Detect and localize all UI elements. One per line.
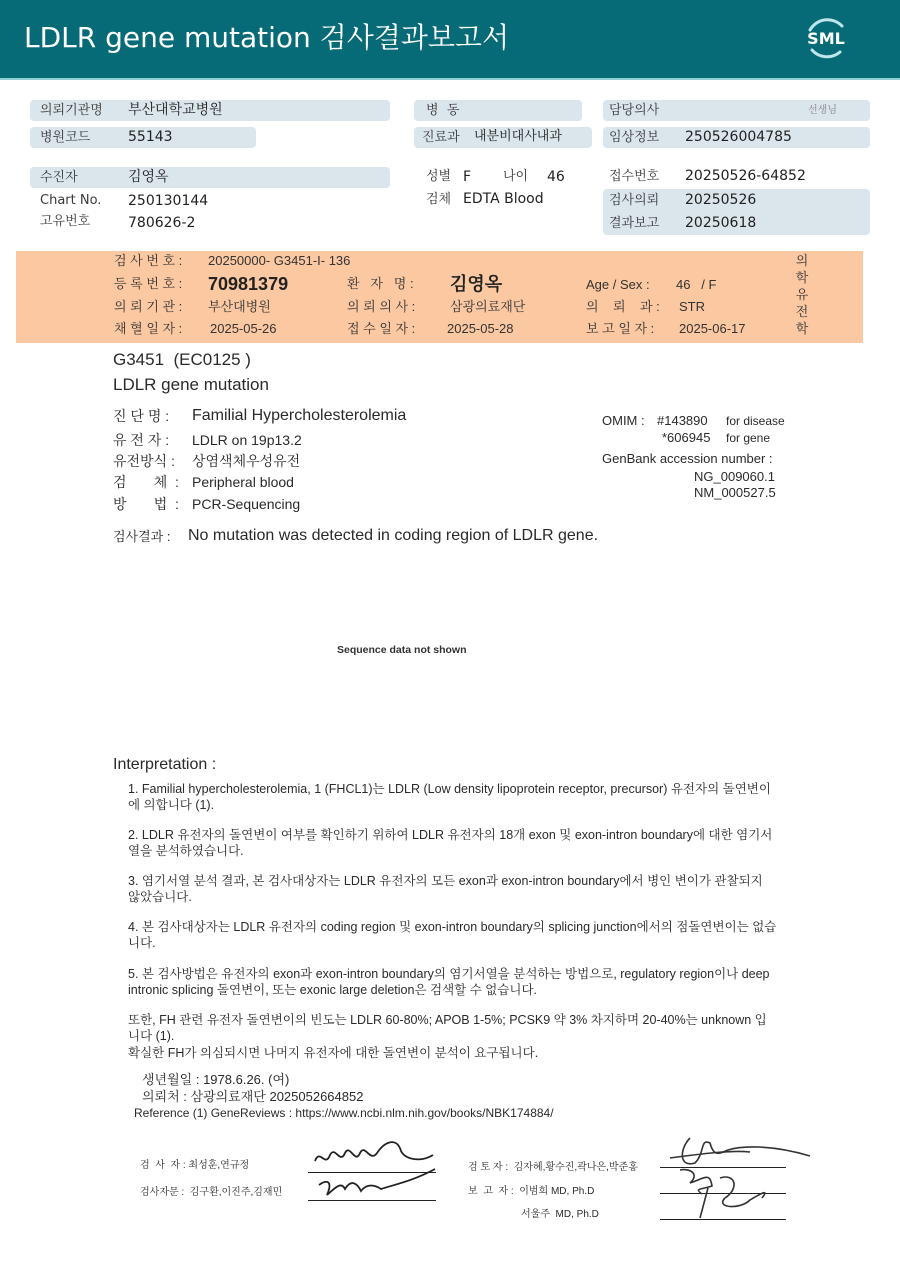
unique-no-label: 고유번호 xyxy=(40,214,91,229)
report-title: LDLR gene mutation 검사결과보고서 xyxy=(24,21,510,54)
receipt-label: 접수번호 xyxy=(609,169,660,184)
interpretation-title: Interpretation : xyxy=(113,756,217,773)
age-sex-value: 46 / F xyxy=(676,277,717,292)
omim-gene: *606945 xyxy=(662,430,711,445)
diagnosis-label: 진 단 명 : xyxy=(113,408,170,424)
genbank-ng: NG_009060.1 xyxy=(694,469,775,484)
svg-text:SML: SML xyxy=(807,29,845,48)
collect-date-label: 채 혈 일 자 : xyxy=(114,321,183,336)
dept-char: 학 xyxy=(795,271,809,286)
interpretation-item: 3. 염기서열 분석 결과, 본 검사대상자는 LDLR 유전자의 모든 exon과 exon-intron boundary에서 병인 변이가 관찰되지 않았습니다. xyxy=(128,874,763,904)
test-no-value: 20250000- G3451-I- 136 xyxy=(208,253,351,268)
req-dept-label: 의 뢰 과 : xyxy=(586,299,660,314)
interpretation-item: 4. 본 검사대상자는 LDLR 유전자의 coding region 및 exon-intron boundary의 splicing junction에서의 점돌연변이는 없습니다. xyxy=(128,920,777,950)
report-date-value: 20250618 xyxy=(685,215,757,231)
strip-report-date-label: 보 고 일 자 : xyxy=(586,321,655,336)
sml-logo xyxy=(800,12,852,64)
reg-no-value: 70981379 xyxy=(208,274,289,294)
report-header xyxy=(0,0,900,80)
advisor: 검사자문 : 김구환,이진주,김재민 xyxy=(140,1187,283,1198)
interpretation-note: 확실한 FH가 의심되시면 나머지 유전자에 대한 돌연변이 분석이 요구됩니다. xyxy=(128,1046,539,1060)
institution-value: 부산대학교병원 xyxy=(128,102,223,118)
patient-name-value: 김영옥 xyxy=(450,274,503,294)
result-value: No mutation was detected in coding region of LDLR gene. xyxy=(188,527,599,544)
inheritance-label: 유전방식 : xyxy=(113,453,175,469)
reg-no-label: 등 록 번 호 : xyxy=(114,276,183,291)
chart-value: 250130144 xyxy=(128,193,209,209)
department-label: 진료과 xyxy=(422,130,460,145)
interpretation-note: 또한, FH 관련 유전자 돌연변이의 빈도는 LDLR 60-80%; APOB 1-5%; PCSK9 약 3% 차지하며 20-40%는 unknown 입니다 (1). xyxy=(128,1013,767,1043)
receive-date-label: 접 수 일 자 : xyxy=(347,321,416,336)
req-doctor-label: 의 뢰 의 사 : xyxy=(347,299,416,314)
dept-char: 전 xyxy=(795,305,809,320)
omim-gene-note: for gene xyxy=(726,431,771,445)
gene-value: LDLR on 19p13.2 xyxy=(192,432,302,448)
omim-disease: #143890 xyxy=(657,413,708,428)
strip-report-date-value: 2025-06-17 xyxy=(679,321,746,336)
department-value: 내분비대사내과 xyxy=(474,129,562,144)
receive-date-value: 2025-05-28 xyxy=(447,321,514,336)
test-code: G3451 (EC0125 ) xyxy=(113,350,251,369)
specimen-value: EDTA Blood xyxy=(463,191,544,207)
request-date-label: 검사의뢰 xyxy=(609,193,660,208)
req-inst-value: 부산대병원 xyxy=(208,299,271,314)
birth-date: 생년월일 : 1978.6.26. (여) xyxy=(142,1072,290,1087)
interpretation-item: 5. 본 검사방법은 유전자의 exon과 exon-intron boundary의 염기서열을 분석하는 방법으로, regulatory region이나 deep intronic splicing 돌연변이, 또는 exonic large deletion은 검색할 수 없습니다. xyxy=(128,967,770,997)
clinical-value: 250526004785 xyxy=(685,129,792,145)
age-label: 나이 xyxy=(503,169,529,184)
age-value: 46 xyxy=(547,169,565,185)
sex-label: 성별 xyxy=(426,169,452,184)
test-no-label: 검 사 번 호 : xyxy=(114,253,183,268)
dept-char: 의 xyxy=(795,254,809,269)
reviewer-signature xyxy=(660,1128,820,1223)
receipt-value: 20250526-64852 xyxy=(685,168,806,184)
ward-label: 병 동 xyxy=(426,103,460,118)
gene-label: 유 전 자 : xyxy=(113,432,170,448)
patient-row xyxy=(30,167,390,188)
omim-label: OMIM : xyxy=(602,413,645,428)
referrer: 의뢰처 : 삼광의료재단 2025052664852 xyxy=(142,1089,364,1104)
genbank-label: GenBank accession number : xyxy=(602,451,773,466)
specimen-label: 검체 xyxy=(426,192,452,207)
age-sex-label: Age / Sex : xyxy=(586,277,650,292)
reviewer: 검 토 자 : 김자혜,황수진,곽나은,박준홍 xyxy=(468,1162,638,1173)
collect-date-value: 2025-05-26 xyxy=(210,321,277,336)
patient-value: 김영옥 xyxy=(128,169,169,185)
doctor-suffix: 선생님 xyxy=(808,105,837,116)
chart-label: Chart No. xyxy=(40,193,102,208)
hospital-code-label: 병원코드 xyxy=(40,130,91,145)
report-specimen-value: Peripheral blood xyxy=(192,474,294,490)
report-specimen-label: 검 체 : xyxy=(113,474,179,490)
interpretation-item: 2. LDLR 유전자의 돌연변이 여부를 확인하기 위하여 LDLR 유전자의 18개 exon 및 exon-intron boundary에 대한 염기서열을 분석하였습니다. xyxy=(128,828,773,858)
sequence-note: Sequence data not shown xyxy=(337,644,467,656)
inheritance-value: 상염색체우성유전 xyxy=(192,453,301,469)
req-doctor-value: 삼광의료재단 xyxy=(450,299,526,314)
req-dept-value: STR xyxy=(679,299,705,314)
result-label: 검사결과 : xyxy=(113,529,171,544)
tester-signature xyxy=(305,1133,455,1208)
method-label: 방 법 : xyxy=(113,496,179,512)
genbank-nm: NM_000527.5 xyxy=(694,485,776,500)
clinical-label: 임상정보 xyxy=(609,130,660,145)
req-inst-label: 의 뢰 기 관 : xyxy=(114,299,183,314)
dept-char: 유 xyxy=(795,288,809,303)
hospital-code-value: 55143 xyxy=(128,129,173,145)
method-value: PCR-Sequencing xyxy=(192,496,301,512)
reference: Reference (1) GeneReviews : https://www.ncbi.nlm.nih.gov/books/NBK174884/ xyxy=(134,1106,554,1120)
report-date-label: 결과보고 xyxy=(609,216,660,231)
test-name: LDLR gene mutation xyxy=(113,375,269,394)
request-date-value: 20250526 xyxy=(685,192,757,208)
diagnosis-value: Familial Hypercholesterolemia xyxy=(192,407,407,424)
dept-char: 학 xyxy=(795,322,809,337)
tester: 검 사 자 : 최성훈,연규정 xyxy=(140,1160,250,1171)
reporter-2: 서울주 MD, Ph.D xyxy=(521,1209,599,1220)
sex-value: F xyxy=(463,169,472,185)
doctor-label: 담당의사 xyxy=(609,103,660,118)
patient-name-label: 환 자 명 : xyxy=(347,276,414,291)
reporter: 보 고 자 : 이범희 MD, Ph.D xyxy=(468,1186,595,1197)
institution-label: 의뢰기관명 xyxy=(40,103,103,118)
unique-no-value: 780626-2 xyxy=(128,215,196,231)
omim-disease-note: for disease xyxy=(726,414,785,428)
interpretation-item: 1. Familial hypercholesterolemia, 1 (FHCL1)는 LDLR (Low density lipoprotein receptor, precursor) 유전자의 돌연변이에 의합니다 (1). xyxy=(128,782,771,812)
patient-label: 수진자 xyxy=(40,170,78,185)
